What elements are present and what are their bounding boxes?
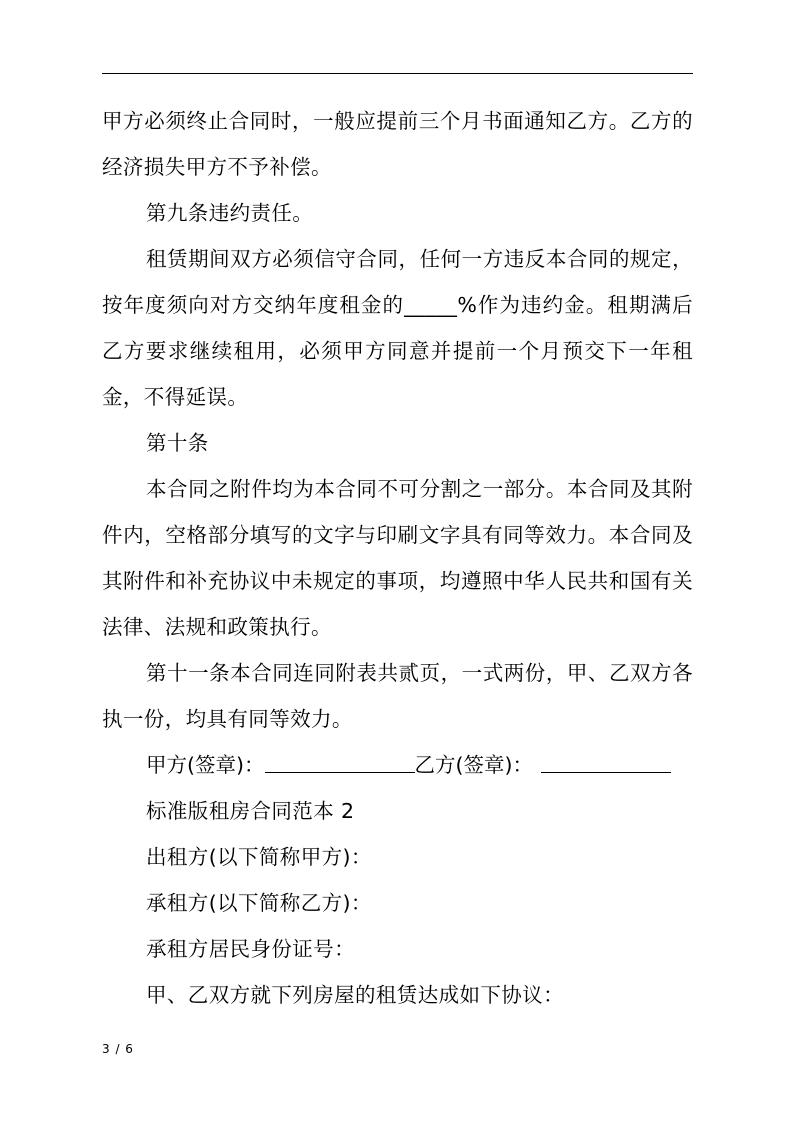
document-body [102,98,693,1018]
paragraph-breach-liability: 租赁期间双方必须信守合同，任何一方违反本合同的规定，按年度须向对方交纳年度租金的_____%作为违约金。租期满后乙方要求继续租用，必须甲方同意并提前一个月预交下一年租金，不得延误。 [102,247,693,409]
paragraph-attachments: 本合同之附件均为本合同不可分割之一部分。本合同及其附件内，空格部分填写的文字与印刷文字具有同等效力。本合同及其附件和补充协议中未规定的事项，均遵照中华人民共和国有关法律、法规和政策执行。 [102,477,693,639]
header-rule [102,73,693,74]
sample-contract-title: 标准版租房合同范本 2 [146,799,355,823]
signature-row [102,742,693,788]
lessor-field: 出租方(以下简称甲方)： [146,845,372,869]
lessee-field: 承租方(以下简称乙方)： [146,891,372,915]
lessee-id-field: 承租方居民身份证号： [146,937,355,961]
party-b-signature-line [541,772,671,773]
paragraph-article-11: 第十一条本合同连同附表共贰页，一式两份，甲、乙双方各执一份，均具有同等效力。 [102,661,693,731]
agreement-intro: 甲、乙双方就下列房屋的租赁达成如下协议： [146,983,564,1007]
article-10-heading: 第十条 [146,431,209,455]
party-a-signature-line [265,772,415,773]
article-9-heading: 第九条违约责任。 [146,201,314,225]
party-a-signature-label: 甲方(签章)： [146,753,265,777]
paragraph-termination-notice: 甲方必须终止合同时，一般应提前三个月书面通知乙方。乙方的经济损失甲方不予补偿。 [102,109,693,179]
party-b-signature-label: 乙方(签章)： [414,753,533,777]
page-number: 3 / 6 [102,1042,134,1056]
